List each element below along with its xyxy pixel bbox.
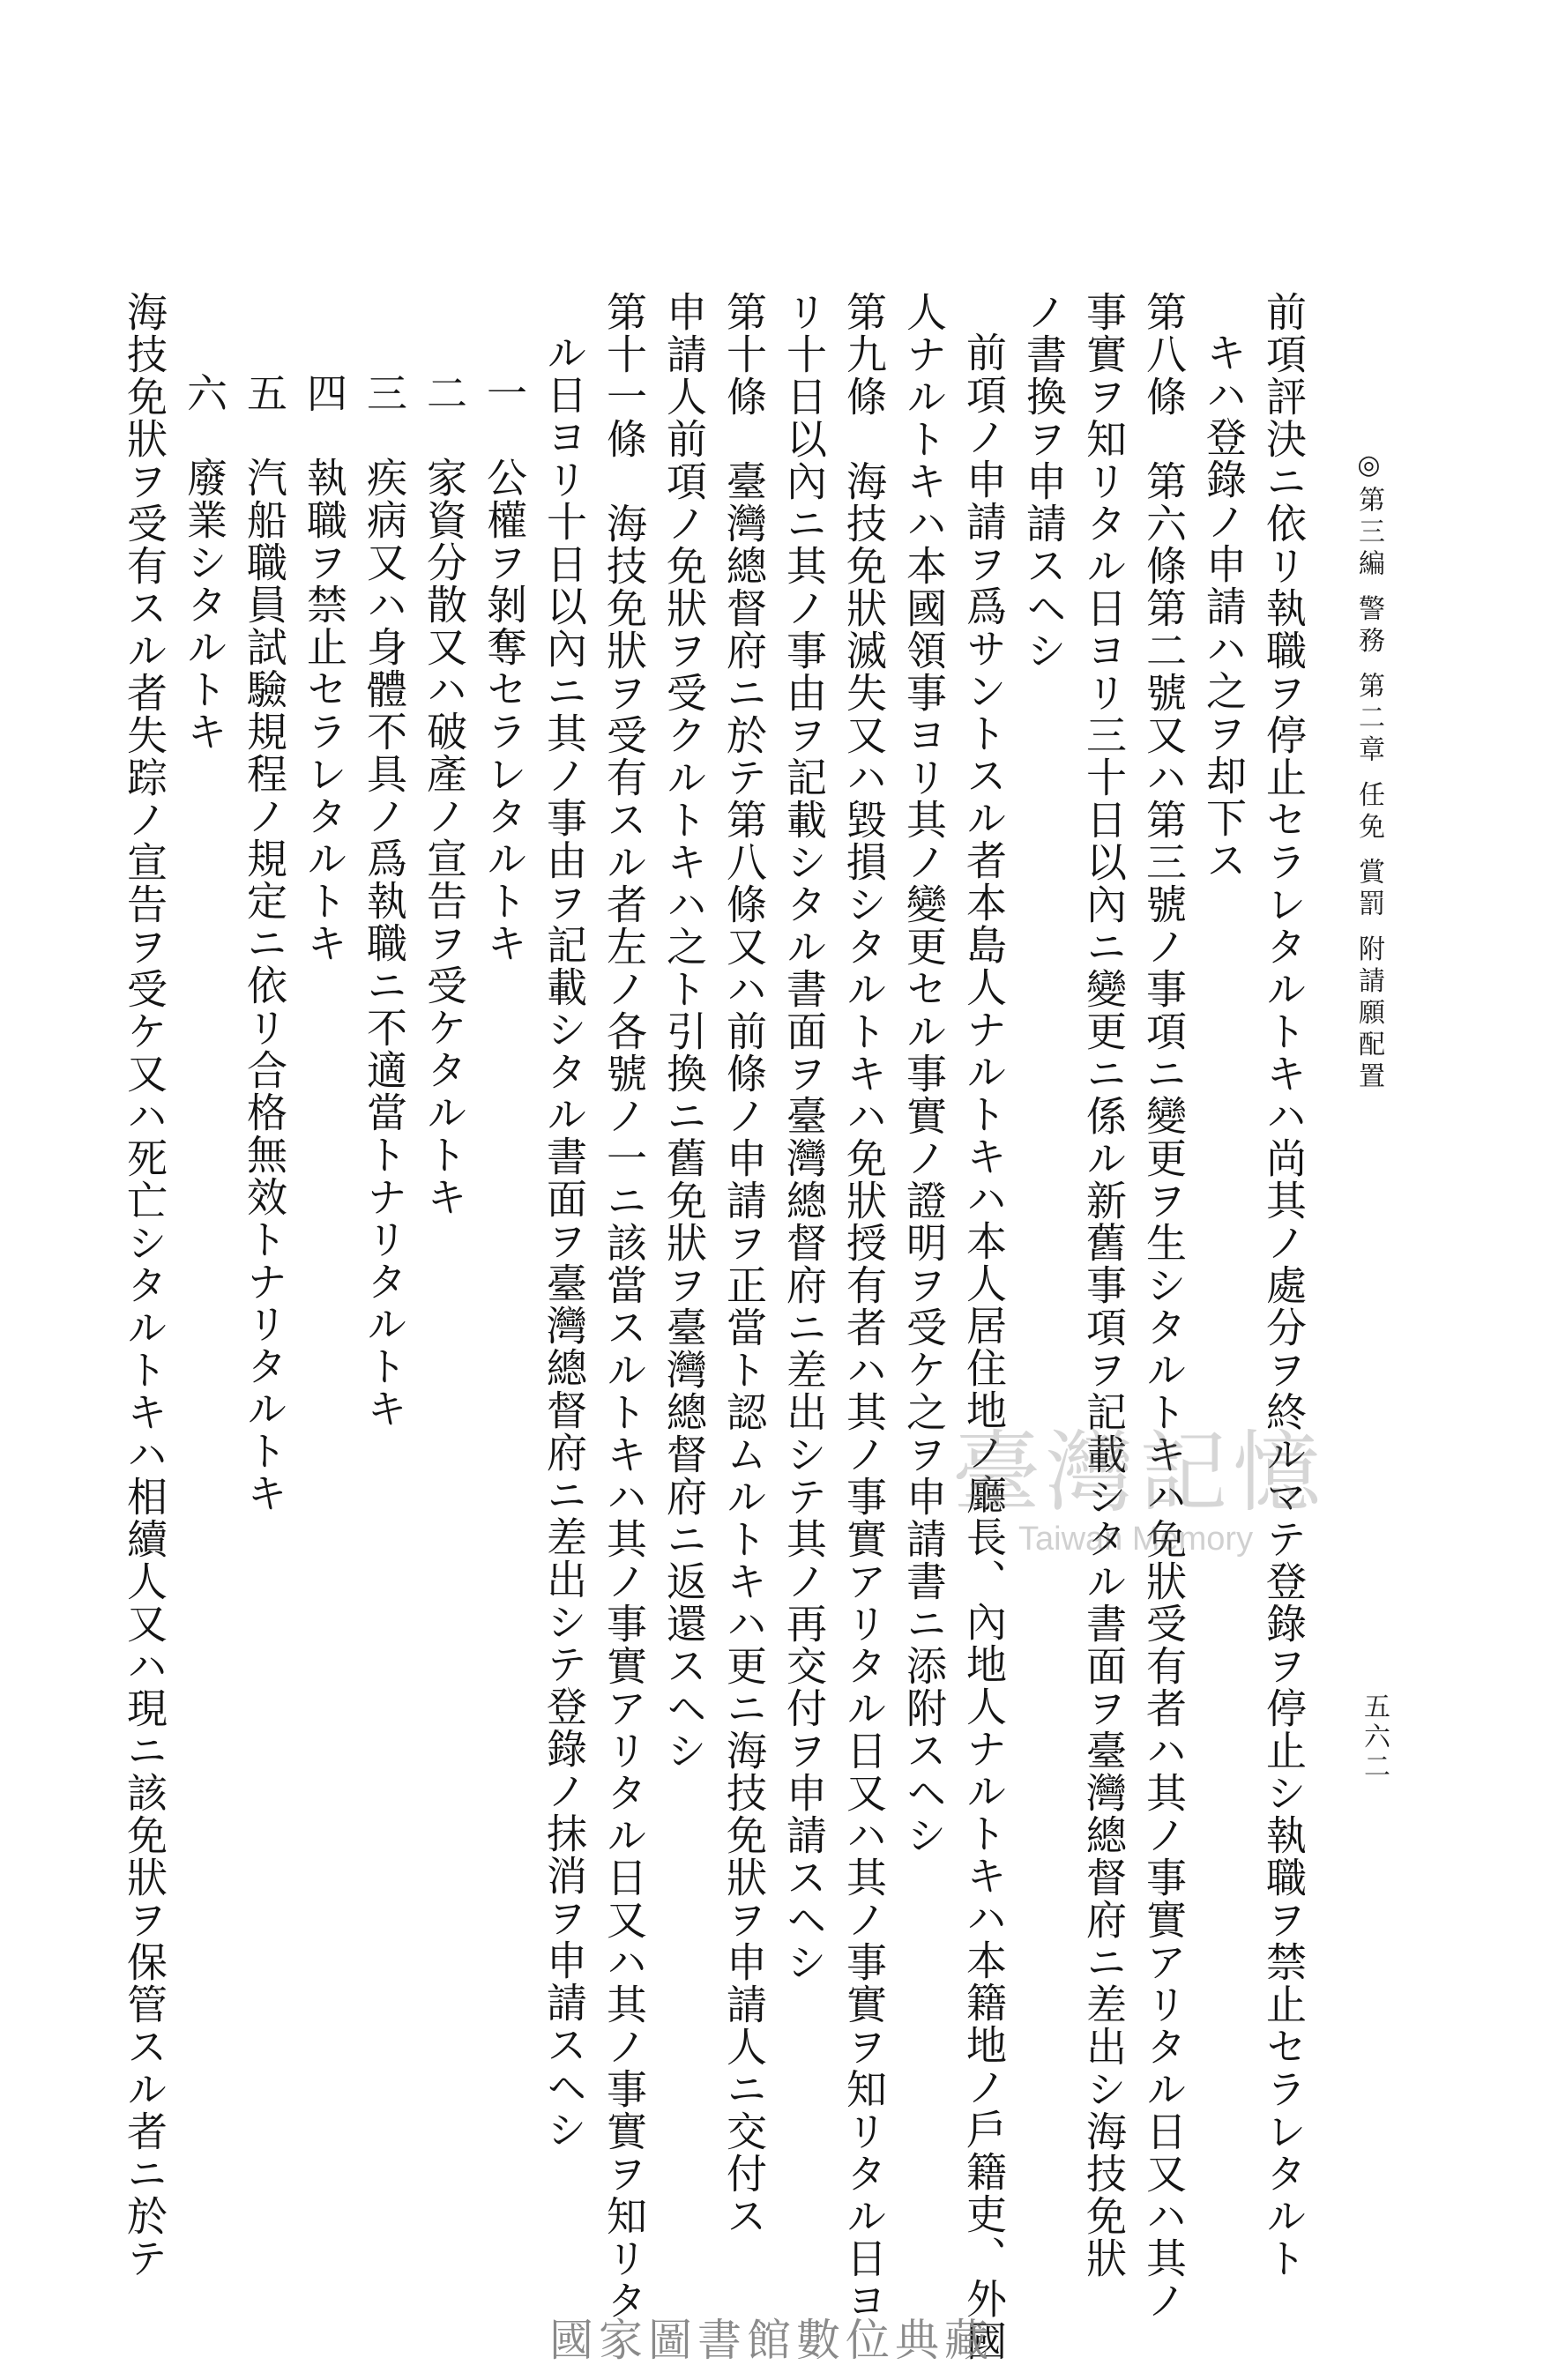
list-item: 五 汽船職員試驗規程ノ規定ニ依リ合格無效トナリタルトキ — [241, 372, 288, 1514]
text-column: 前項評決ニ依リ執職ヲ停止セラレタルトキハ尚其ノ處分ヲ終ルマテ登錄ヲ停止シ執職ヲ禁止セラレタルト — [1260, 291, 1308, 2280]
watermark-latin: Taiwan Memory — [1018, 1521, 1254, 1558]
list-item: 一 公權ヲ剝奪セラレタルトキ — [481, 372, 528, 964]
list-item: 二 家資分散又ハ破產ノ宣告ヲ受ケタルトキ — [421, 372, 468, 1218]
text-column: 前項ノ申請ヲ爲サントスル者本島人ナルトキハ本人居住地ノ廳長、內地人ナルトキハ本籍地ノ戶籍吏、外國 — [960, 331, 1008, 2362]
article-8-heading: 第八條 第六條第二號又ハ第三號ノ事項ニ變更ヲ生シタルトキハ免狀受有者ハ其ノ事實アリタル日又ハ其ノ — [1140, 291, 1188, 2322]
article-10-heading: 第十條 臺灣總督府ニ於テ第八條又ハ前條ノ申請ヲ正當ト認ムルトキハ更ニ海技免狀ヲ申請人ニ交付ス — [720, 291, 768, 2237]
list-item: 四 執職ヲ禁止セラレタルトキ — [301, 372, 348, 964]
list-item: 六 廢業シタルトキ — [181, 372, 228, 753]
page-number: 五六二 — [1359, 1692, 1390, 1782]
text-column: 人ナルトキハ本國領事ヨリ其ノ變更セル事實ノ證明ヲ受ケ之ヲ申請書ニ添附スヘシ — [900, 291, 948, 1856]
text-column: キハ登錄ノ申請ハ之ヲ却下ス — [1200, 331, 1248, 881]
footer-archive-label: 國家圖書館數位典藏 — [549, 2315, 994, 2366]
text-column: ノ書換ヲ申請スヘシ — [1020, 291, 1068, 672]
text-column: ル日ヨリ十日以內ニ其ノ事由ヲ記載シタル書面ヲ臺灣總督府ニ差出シテ登錄ノ抹消ヲ申請スヘシ — [540, 331, 588, 2151]
watermark-logo: 臺灣記憶 — [952, 1421, 1326, 1524]
text-column: 申請人前項ノ免狀ヲ受クルトキハ之ト引換ニ舊免狀ヲ臺灣總督府ニ返還スヘシ — [660, 291, 708, 1772]
running-header-title: ◎第三編 警務 第二章 任免 賞罰 附請願配置 — [1353, 450, 1384, 1094]
text-column: リ十日以內ニ其ノ事由ヲ記載シタル書面ヲ臺灣總督府ニ差出シテ其ノ再交付ヲ申請スヘシ — [780, 291, 828, 1983]
article-11-heading: 第十一條 海技免狀ヲ受有スル者左ノ各號ノ一ニ該當スルトキハ其ノ事實アリタル日又ハ其ノ事實ヲ知リタ — [600, 291, 648, 2322]
article-9-heading: 第九條 海技免狀滅失又ハ毀損シタルトキハ免狀授有者ハ其ノ事實アリタル日又ハ其ノ事實ヲ知リタル日ヨ — [840, 291, 888, 2322]
text-column: 事實ヲ知リタル日ヨリ三十日以內ニ變更ニ係ル新舊事項ヲ記載シタル書面ヲ臺灣總督府ニ差出シ海技免狀 — [1080, 291, 1128, 2280]
text-column: 海技免狀ヲ受有スル者失踪ノ宣告ヲ受ケ又ハ死亡シタルトキハ相續人又ハ現ニ該免狀ヲ保管スル者ニ於テ — [121, 291, 168, 2280]
list-item: 三 疾病又ハ身體不具ノ爲執職ニ不適當トナリタルトキ — [361, 372, 408, 1430]
